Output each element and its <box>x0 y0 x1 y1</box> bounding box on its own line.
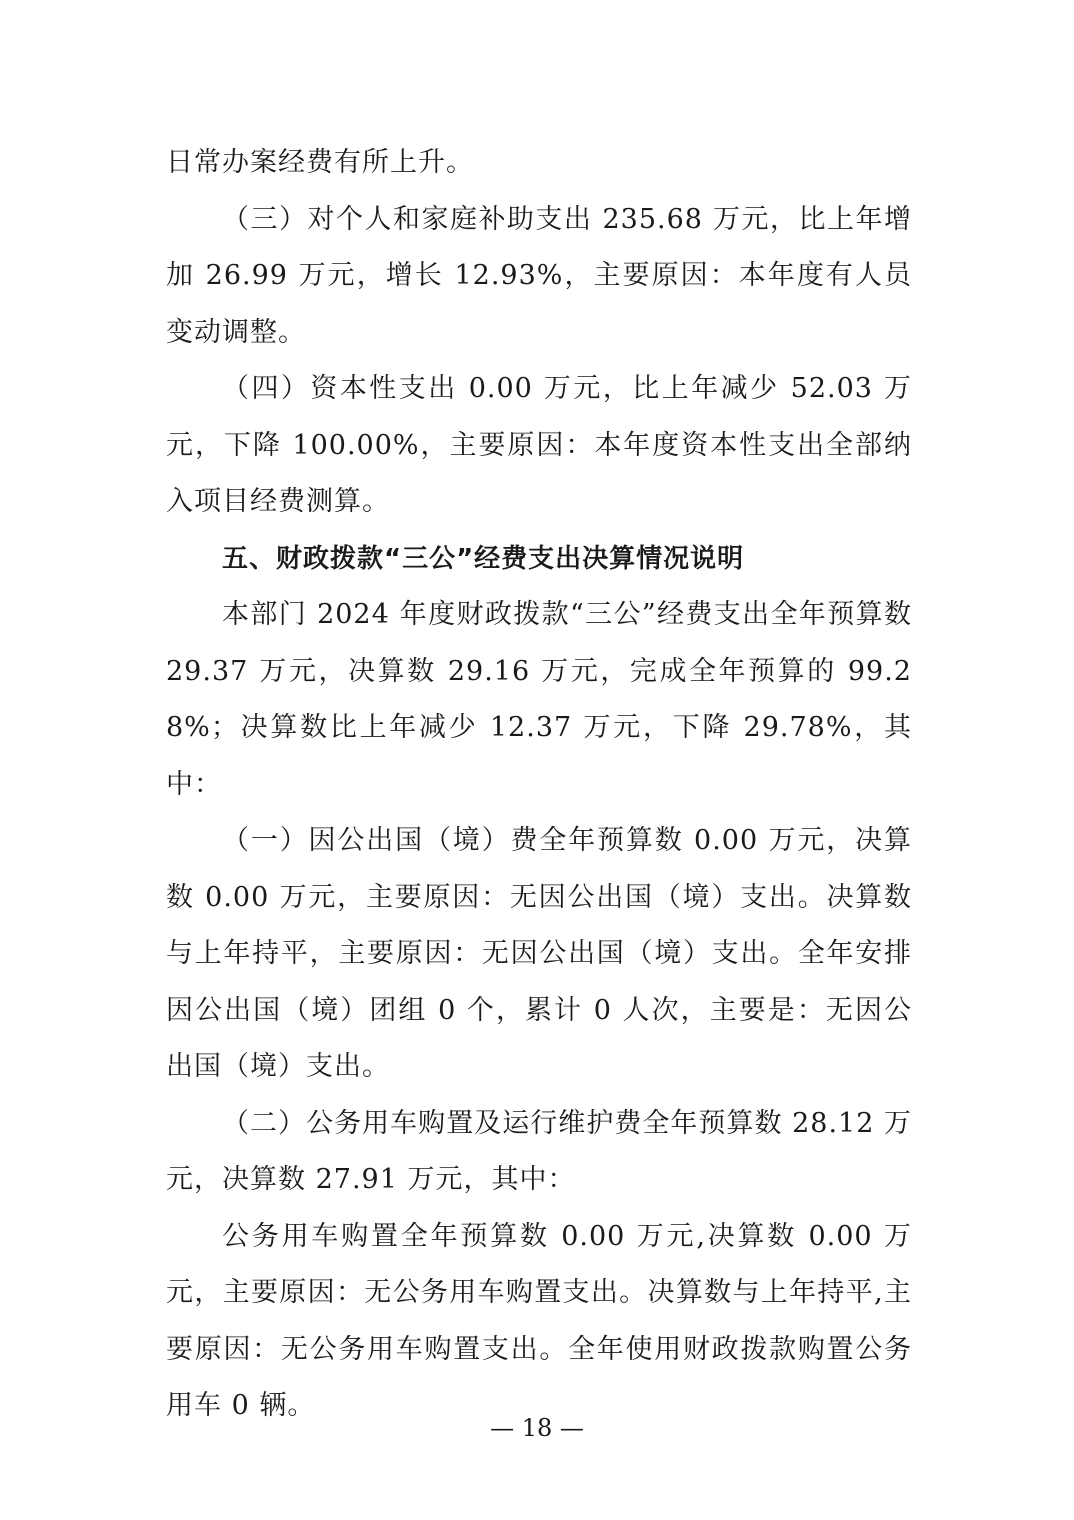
paragraph-three-public-summary: 本部门 2024 年度财政拨款“三公”经费支出全年预算数 29.37 万元，决算数 29.16 万元，完成全年预算的 99.28%；决算数比上年减少 12.37 万元，下降 29.78%，其中： <box>166 599 912 800</box>
paragraph-capital-expenditure: （四）资本性支出 0.00 万元，比上年减少 52.03 万元，下降 100.00%，主要原因：本年度资本性支出全部纳入项目经费测算。 <box>166 373 912 517</box>
paragraph-overseas-travel: （一）因公出国（境）费全年预算数 0.00 万元，决算数 0.00 万元，主要原因：无因公出国（境）支出。决算数与上年持平，主要原因：无因公出国（境）支出。全年安排因公出国（境）团组 0 个，累计 0 人次，主要是：无因公出国（境）支出。 <box>166 825 912 1082</box>
section-heading-three-public-expenses: 五、财政拨款“三公”经费支出决算情况说明 <box>222 543 745 574</box>
page-number: — 18 — <box>490 1414 584 1442</box>
paragraph-vehicle-purchase: 公务用车购置全年预算数 0.00 万元,决算数 0.00 万元，主要原因：无公务用车购置支出。决算数与上年持平,主要原因：无公务用车购置支出。全年使用财政拨款购置公务用车 0 辆。 <box>166 1220 912 1421</box>
paragraph-continuation: 日常办案经费有所上升。 <box>166 147 474 178</box>
document-body <box>166 135 912 1435</box>
paragraph-official-vehicles: （二）公务用车购置及运行维护费全年预算数 28.12 万元，决算数 27.91 万元，其中： <box>166 1107 912 1195</box>
paragraph-personal-family-subsidy: （三）对个人和家庭补助支出 235.68 万元，比上年增加 26.99 万元，增长 12.93%，主要原因：本年度有人员变动调整。 <box>166 203 912 348</box>
